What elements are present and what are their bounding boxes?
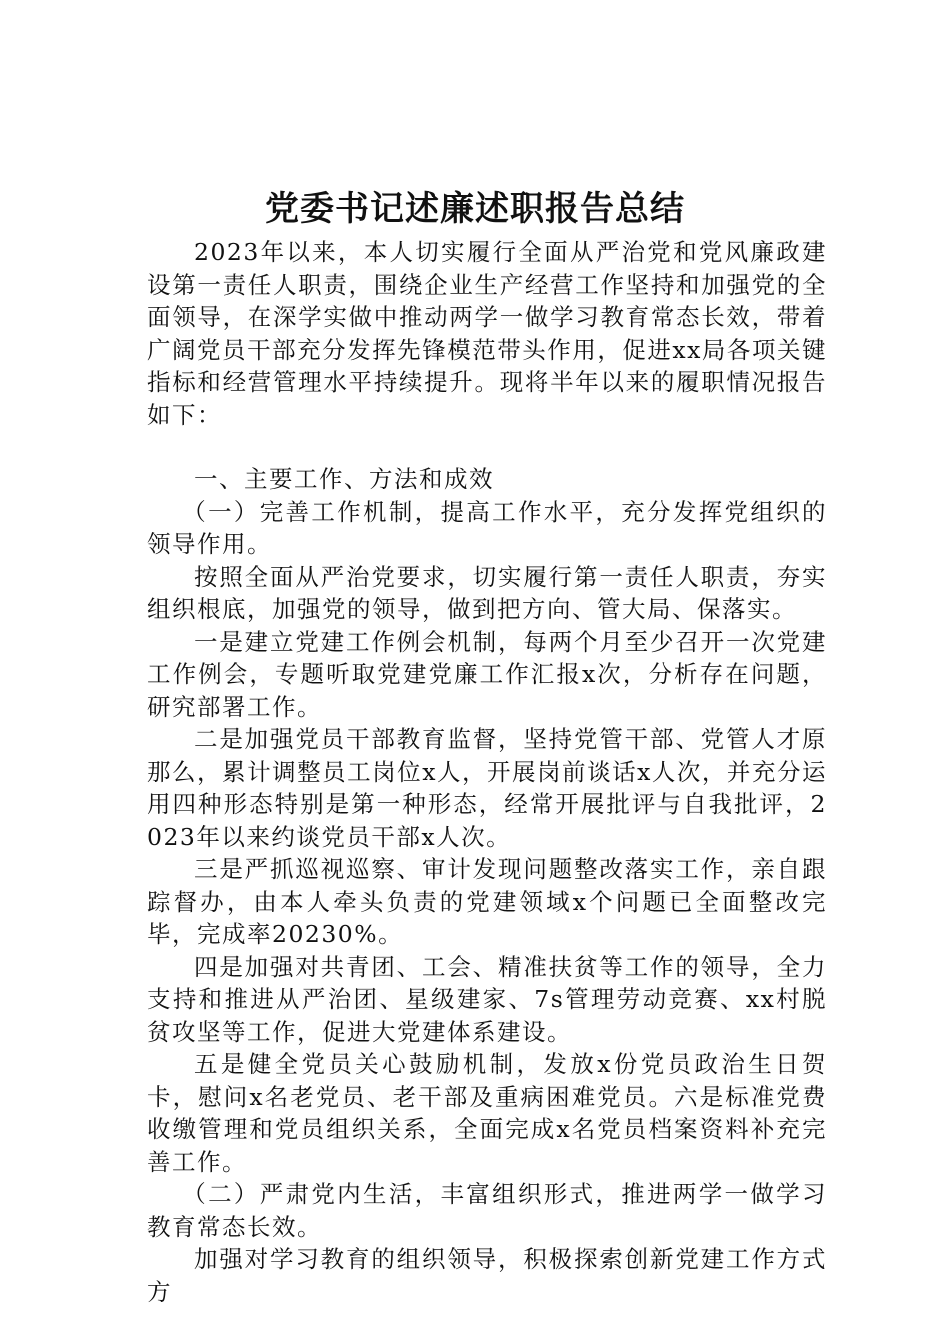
section-heading: 一、主要工作、方法和成效 — [194, 465, 494, 493]
subsection-heading-1: （一）完善工作机制，提高工作水平，充分发挥党组织的领导作用。 — [147, 497, 827, 558]
paragraph: 二是加强党员干部教育监督，坚持党管干部、党管人才原那么，累计调整员工岗位x人，开展岗前谈话x人次，并充分运用四种形态特别是第一种形态，经常开展批评与自我批评，2023年以来约谈党员干部x人次。 — [147, 725, 827, 851]
document-body — [147, 236, 827, 1308]
intro-paragraph: 2023年以来，本人切实履行全面从严治党和党风廉政建设第一责任人职责，围绕企业生产经营工作坚持和加强党的全面领导，在深学实做中推动两学一做学习教育常态长效，带着广阔党员干部充分发挥先锋模范带头作用，促进xx局各项关键指标和经营管理水平持续提升。现将半年以来的履职情况报告如下： — [147, 238, 827, 429]
subsection-heading-2: （二）严肃党内生活，丰富组织形式，推进两学一做学习教育常态长效。 — [147, 1180, 827, 1241]
paragraph: 三是严抓巡视巡察、审计发现问题整改落实工作，亲自跟踪督办，由本人牵头负责的党建领域x个问题已全面整改完毕，完成率20230%。 — [147, 855, 827, 948]
paragraph: 一是建立党建工作例会机制，每两个月至少召开一次党建工作例会，专题听取党建党廉工作汇报x次，分析存在问题，研究部署工作。 — [147, 627, 827, 721]
document-title: 党委书记述廉述职报告总结 — [265, 189, 685, 229]
paragraph: 五是健全党员关心鼓励机制，发放x份党员政治生日贺卡，慰问x名老党员、老干部及重病困难党员。六是标准党费收缴管理和党员组织关系，全面完成x名党员档案资料补充完善工作。 — [147, 1050, 827, 1176]
paragraph: 按照全面从严治党要求，切实履行第一责任人职责，夯实组织根底，加强党的领导，做到把方向、管大局、保落实。 — [147, 562, 827, 623]
paragraph: 四是加强对共青团、工会、精准扶贫等工作的领导，全力支持和推进从严治团、星级建家、7s管理劳动竞赛、xx村脱贫攻坚等工作，促进大党建体系建设。 — [147, 952, 827, 1046]
paragraph: 加强对学习教育的组织领导，积极探索创新党建工作方式方 — [147, 1245, 827, 1306]
